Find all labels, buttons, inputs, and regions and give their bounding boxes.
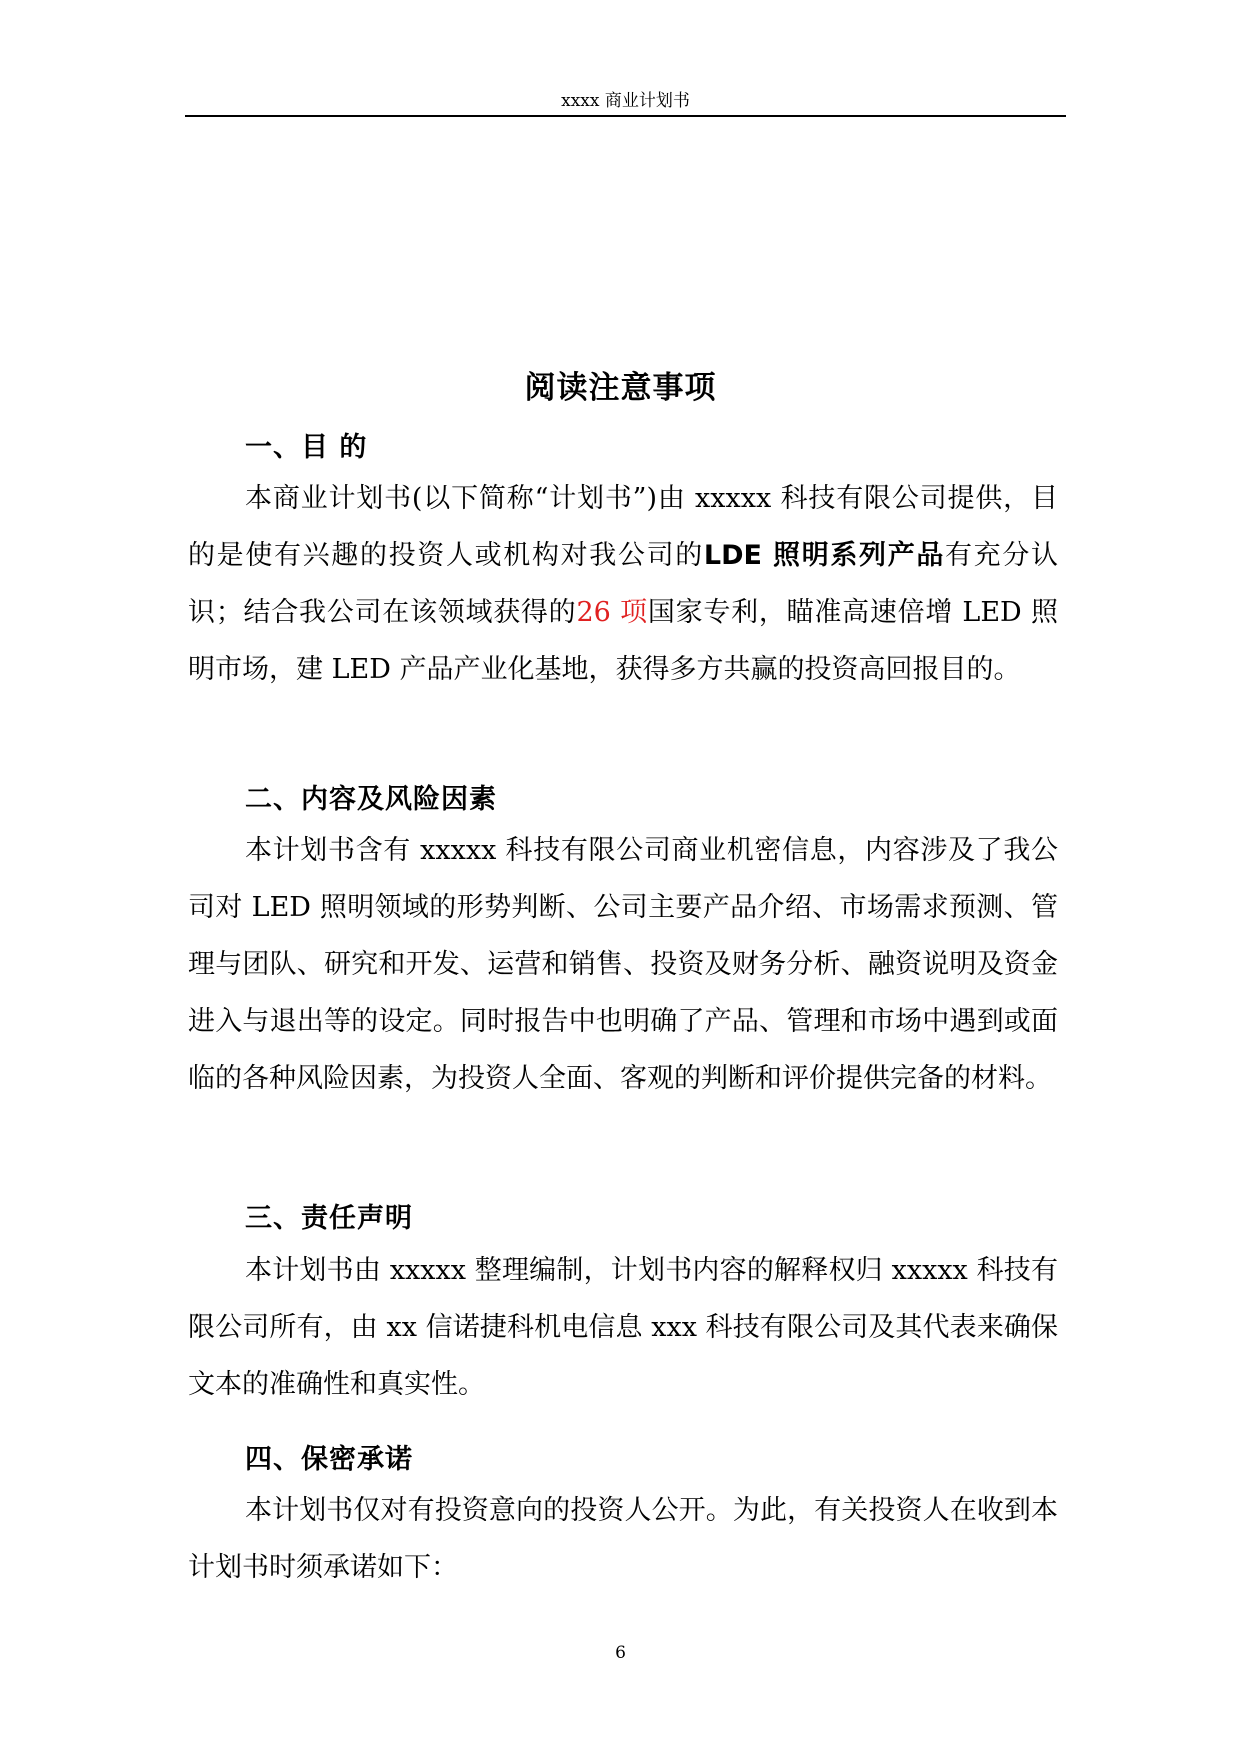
section-heading-confidentiality: 四、保密承诺 [245,1444,413,1475]
document-title: 阅读注意事项 [524,370,717,406]
section-heading-liability: 三、责任声明 [245,1203,413,1234]
page-header: xxxx 商业计划书 [561,91,690,111]
section-heading-purpose: 一、目 的 [245,432,368,463]
paragraph-text: 有充分认识；结合我公司在该领域获得的 [188,540,1059,628]
section-paragraph-confidentiality: 本计划书仅对有投资意向的投资人公开。为此，有关投资人在收到本计划书时须承诺如下： [188,1495,1058,1583]
product-name-emphasis: LDE 照明系列产品 [703,540,946,571]
section-paragraph-purpose [188,470,1058,698]
paragraph-text: 国家专利，瞄准高速倍增 LED 照明市场，建 LED 产品产业化基地，获得多方共赢的投资高回报目的。 [188,597,1059,685]
section-paragraph-liability: 本计划书由 xxxxx 整理编制，计划书内容的解释权归 xxxxx 科技有限公司所有，由 xx 信诺捷科机电信息 xxx 科技有限公司及其代表来确保文本的准确性和真实性。 [188,1255,1058,1400]
page-number: 6 [615,1643,626,1663]
section-paragraph-content-risk: 本计划书含有 xxxxx 科技有限公司商业机密信息，内容涉及了我公司对 LED 照明领域的形势判断、公司主要产品介绍、市场需求预测、管理与团队、研究和开发、运营和销售、投资及财务分析、融资说明及资金进入与退出等的设定。同时报告中也明确了产品、管理和市场中遇到或面临的各种风险因素，为投资人全面、客观的判断和评价提供完备的材料。 [188,835,1058,1094]
patent-count-highlight: 26 项 [576,597,648,628]
paragraph-text: 本商业计划书(以下简称“计划书”)由 xxxxx 科技有限公司提供，目的是使有兴趣的投资人或机构对我公司的 [188,483,1058,571]
section-heading-content-risk: 二、内容及风险因素 [245,784,497,815]
header-divider [185,115,1066,117]
